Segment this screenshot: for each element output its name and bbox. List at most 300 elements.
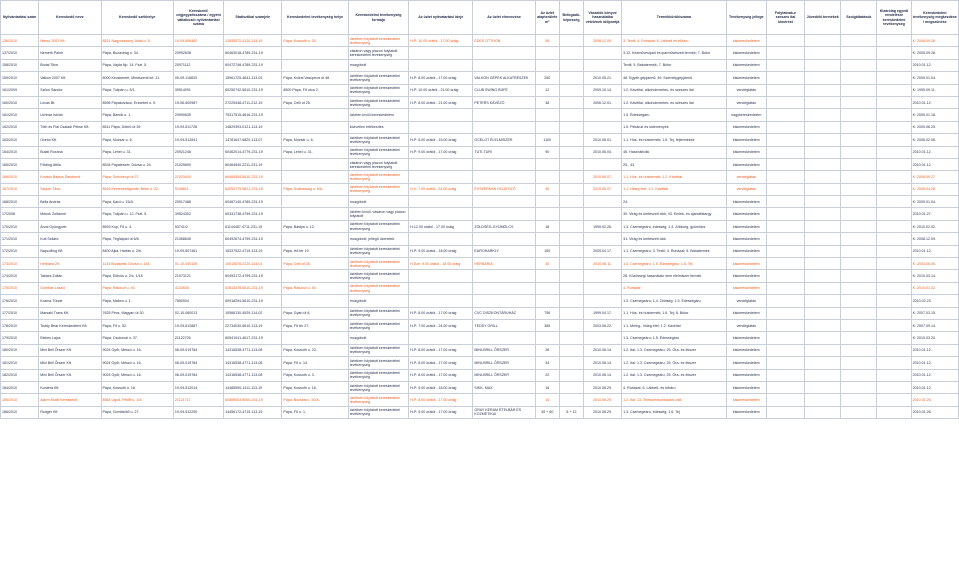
table-cell: üzletben folytatott kereskedelmi tevékenység xyxy=(348,258,408,270)
table-cell: Pápa, Kard u. 15/A. xyxy=(101,196,173,208)
table-cell: Pápa, Lehel u. 31. xyxy=(282,146,348,158)
table-row[interactable] xyxy=(1,35,959,47)
table-cell: K: 2008.12.09. xyxy=(911,233,958,245)
table-cell: OCELOT ÉLELMISZER xyxy=(473,134,535,146)
table-cell xyxy=(877,35,911,47)
table-cell: 28. Közösségi használatú nem élelmiszer termék xyxy=(622,270,727,282)
table-cell: 46. Használtcikk xyxy=(622,146,727,158)
table-cell xyxy=(559,319,583,331)
table-cell: 60493172-4799-231-19 xyxy=(224,270,282,282)
table-cell: Pápa, Szabadság u. 5/A. xyxy=(282,183,348,195)
table-cell: 21073121 xyxy=(173,270,223,282)
table-cell xyxy=(766,406,804,418)
table-cell xyxy=(473,59,535,71)
table-cell xyxy=(766,109,804,121)
table-cell xyxy=(877,270,911,282)
table-cell: K: 2006.04.28. xyxy=(911,183,958,195)
table-cell: 14456172-4719-113-19 xyxy=(224,406,282,418)
table-cell: 19-09-512290 xyxy=(173,406,223,418)
table-row[interactable] xyxy=(1,270,959,282)
table-cell: 1.2. Ital; 1.3. Csemegeáru; 25. Óra- és ékszer xyxy=(622,344,727,356)
table-cell xyxy=(583,121,621,133)
table-row[interactable] xyxy=(1,344,959,356)
table-cell xyxy=(766,171,804,183)
table-cell xyxy=(409,233,473,245)
table-cell xyxy=(877,245,911,257)
table-cell xyxy=(473,270,535,282)
table-cell: Teddy Bear Kereskedelmi Kft. xyxy=(39,319,101,331)
table-cell xyxy=(805,394,841,406)
table-row[interactable] xyxy=(1,233,959,245)
table-cell: Pápa, Mozsár u. 6. xyxy=(101,134,173,146)
table-cell: 60464540-2211-231-19 xyxy=(224,158,282,170)
table-cell: közvetlen értékesítés xyxy=(348,121,408,133)
table-cell xyxy=(766,369,804,381)
table-cell xyxy=(766,282,804,294)
table-cell xyxy=(473,233,535,245)
table-cell: Mini Brill Őrszer Kft. xyxy=(39,369,101,381)
table-cell: 05-09-116833 xyxy=(173,72,223,84)
table-row[interactable] xyxy=(1,394,959,406)
table-cell: K: 2008.09.26. xyxy=(911,35,958,47)
table-cell: kiskereskedelem xyxy=(726,233,766,245)
table-cell: 2010.06.29. xyxy=(583,394,621,406)
table-cell: Pápa, Tégláipari út 6/6. xyxy=(101,233,173,245)
table-cell: 12833072-4120-113-19 xyxy=(224,35,282,47)
table-cell: 30 xyxy=(535,258,559,270)
table-cell: 1.1. Csemegeáru; 3. Textil; 4. Ruházat; 5. Babatermék xyxy=(622,245,727,257)
table-body xyxy=(1,35,959,419)
column-header: Az üzlet elnevezése xyxy=(473,1,535,35)
table-row[interactable] xyxy=(1,121,959,133)
table-row[interactable] xyxy=(1,84,959,96)
table-cell: 1.2. Ital; 1.3. Csemegeáru; 25. Óra- és ékszer xyxy=(622,357,727,369)
table-cell: Pápa, Celli út 35. xyxy=(282,258,348,270)
table-row[interactable] xyxy=(1,47,959,59)
table-cell: 1.3. Csemegeáru, édesség; 1.4. Zöldség, gyümölcs xyxy=(622,220,727,232)
table-cell: H-V: 7.00 órától - 24.00 óráig xyxy=(409,183,473,195)
table-cell xyxy=(877,72,911,84)
table-cell: 2010.01.12. xyxy=(911,344,958,356)
table-cell: kiskereskedelem xyxy=(726,282,766,294)
table-cell: Mini Brill Őrszer Kft. xyxy=(39,344,101,356)
table-cell: K: 2005.01.18. xyxy=(911,109,958,121)
table-cell: 20971112 xyxy=(173,59,223,71)
table-cell xyxy=(766,72,804,84)
table-cell xyxy=(877,394,911,406)
table-cell: 8500 Pápa, Fő utca 2. xyxy=(282,84,348,96)
table-cell xyxy=(766,245,804,257)
table-row[interactable] xyxy=(1,369,959,381)
table-cell xyxy=(409,270,473,282)
table-cell: 19-09-511728 xyxy=(173,121,223,133)
table-cell: EUROHARKLY xyxy=(473,245,535,257)
column-header: Vásárlók könyve használatba vételének időpontja xyxy=(583,1,621,35)
table-cell: 15961725-4641-113-03 xyxy=(224,72,282,84)
table-cell: kiskereskedelem xyxy=(726,394,766,406)
table-cell: 9024 Győr, Mészó u. 16. xyxy=(101,344,173,356)
table-cell: mozgóbolt xyxy=(348,59,408,71)
table-cell xyxy=(805,245,841,257)
table-cell xyxy=(282,196,348,208)
table-cell xyxy=(805,208,841,220)
table-row[interactable] xyxy=(1,357,959,369)
table-cell: 9024 Győr, Mészó u. 16. xyxy=(101,369,173,381)
table-cell xyxy=(535,295,559,307)
table-row[interactable] xyxy=(1,245,959,257)
table-cell xyxy=(583,59,621,71)
table-cell xyxy=(877,406,911,418)
table-cell: K: 2007.09.14. xyxy=(911,319,958,331)
table-cell: H-Sze: 9.00 órától - 18.00 óráig xyxy=(409,258,473,270)
table-cell: 166/2010 xyxy=(1,171,39,183)
table-row[interactable] xyxy=(1,406,959,418)
table-cell: Pápa, Fő u. 52. xyxy=(101,319,173,331)
table-cell xyxy=(409,158,473,170)
table-cell: Szűcs Sándor xyxy=(39,84,101,96)
table-cell: MINI-BRILL ŐRSZER xyxy=(473,357,535,369)
table-row[interactable] xyxy=(1,171,959,183)
table-cell: üzletben folytatott kereskedelmi tevékenység xyxy=(348,270,408,282)
table-cell xyxy=(805,47,841,59)
column-header: Jövedéki termékek xyxy=(805,1,841,35)
table-cell xyxy=(535,196,559,208)
table-cell xyxy=(841,295,877,307)
table-cell: vendéglátás xyxy=(726,84,766,96)
table-row[interactable] xyxy=(1,134,959,146)
table-cell xyxy=(805,319,841,331)
table-cell: 53741/2 xyxy=(173,220,223,232)
table-row[interactable] xyxy=(1,282,959,294)
table-cell: 177/2010 xyxy=(1,307,39,319)
table-cell xyxy=(841,245,877,257)
table-cell: Pápa, Buzavirág u. 34. xyxy=(101,47,173,59)
table-cell xyxy=(409,171,473,183)
table-cell xyxy=(877,295,911,307)
table-cell: 2010.06.11. xyxy=(583,258,621,270)
column-header: Kereskedő székhelye xyxy=(101,1,173,35)
table-cell: 1.2. Ital; 13. Telekommunikációs cikk xyxy=(622,394,727,406)
table-cell xyxy=(805,270,841,282)
table-cell: 250 xyxy=(535,72,559,84)
table-cell: H-12.00 órától - 17.00 óráig xyxy=(409,220,473,232)
table-cell xyxy=(535,121,559,133)
table-cell: 8521 Nagyvázsony, Aldai u. 5. xyxy=(101,35,173,47)
table-cell: Textil; 5. Babatermék; 7. Bútor xyxy=(622,59,727,71)
table-cell xyxy=(841,208,877,220)
table-row[interactable] xyxy=(1,183,959,195)
table-cell: 164/2010 xyxy=(1,146,39,158)
table-cell: CVC DISZKONTÁRUHÁZ xyxy=(473,307,535,319)
table-cell: K: 2009.01.04. xyxy=(911,196,958,208)
table-cell xyxy=(841,270,877,282)
table-cell xyxy=(766,146,804,158)
table-cell: nagykereskedelem xyxy=(726,109,766,121)
table-row[interactable] xyxy=(1,332,959,344)
table-cell xyxy=(559,270,583,282)
table-cell xyxy=(559,84,583,96)
table-cell xyxy=(535,208,559,220)
table-cell: 2010.01.26. xyxy=(911,394,958,406)
table-cell xyxy=(473,121,535,133)
table-row[interactable] xyxy=(1,146,959,158)
table-cell: 3.12. Kézművesipari és iparművészeti termék; 7. Bútor xyxy=(622,47,727,59)
table-cell: 1.3. Csemegeáru; 1.4. Zöldség; 1.5. Édességáru xyxy=(622,295,727,307)
table-cell: Pápa, Hő tér 19 xyxy=(282,245,348,257)
table-cell xyxy=(409,121,473,133)
table-cell: kiskereskedelem xyxy=(726,307,766,319)
table-cell: Pápa, Kossuth u. 23. xyxy=(282,344,348,356)
table-cell: 14316538-4771-113-08 xyxy=(224,357,282,369)
table-cell: 150 xyxy=(535,245,559,257)
table-cell xyxy=(877,220,911,232)
table-cell xyxy=(409,295,473,307)
table-cell: 19-09-512841 xyxy=(173,134,223,146)
table-header-row xyxy=(1,1,959,35)
table-cell: 174/2010 xyxy=(1,270,39,282)
table-cell: 165/2010 xyxy=(1,158,39,170)
table-cell: Bella András xyxy=(39,196,101,208)
table-row[interactable] xyxy=(1,196,959,208)
table-row[interactable] xyxy=(1,208,959,220)
table-cell xyxy=(766,220,804,232)
table-cell: Pápa, Kossuth u. 16. xyxy=(101,381,173,393)
table-cell xyxy=(583,295,621,307)
table-cell xyxy=(473,109,535,121)
table-cell: 162/2010 xyxy=(1,121,39,133)
table-cell: 60250742-5610-231-19 xyxy=(224,84,282,96)
table-cell: 160/2010 xyxy=(1,96,39,108)
table-cell: kiskereskedelem xyxy=(726,72,766,84)
table-cell: 2010.06.07. xyxy=(583,171,621,183)
table-cell: 60559003-9000-231-19 xyxy=(224,394,282,406)
table-cell: 2010.01.12. xyxy=(911,357,958,369)
table-cell: 1.2. Kávéital, alkoholmentes- és szeszes ital xyxy=(622,96,727,108)
table-cell: üzletben folytatott kereskedelmi tevékenység xyxy=(348,282,408,294)
table-cell: 180/2010 xyxy=(1,344,39,356)
table-cell xyxy=(766,134,804,146)
table-cell: TUTI-TURI xyxy=(473,146,535,158)
table-cell: 20992638 xyxy=(173,47,223,59)
table-cell: Marsó 2002 Kft. xyxy=(39,35,101,47)
table-cell: 172/2010 xyxy=(1,245,39,257)
table-cell: Pápa, Rákóczi u. 40. xyxy=(101,282,173,294)
table-cell: 2010.06.29. xyxy=(583,381,621,393)
table-cell xyxy=(535,332,559,344)
table-cell: H-P: 10.00 órától - 17.00 óráig xyxy=(409,35,473,47)
table-cell xyxy=(766,59,804,71)
table-cell: 10566130-4929-114-02 xyxy=(224,307,282,319)
table-cell: 22734030-5610-113-19 xyxy=(224,319,282,331)
table-row[interactable] xyxy=(1,109,959,121)
table-cell xyxy=(583,208,621,220)
table-cell: Pápa, Vajda Np. 14. Fszt. 5. xyxy=(101,59,173,71)
table-cell: 19-06-500987 xyxy=(173,96,223,108)
column-header: Termékkörök/száma xyxy=(622,1,727,35)
table-cell: H-P: 8.00 órától - 21.00 óráig xyxy=(409,96,473,108)
table-row[interactable] xyxy=(1,96,959,108)
table-cell: 8400 Ajka, Hárfás u. 2/b. xyxy=(101,245,173,257)
table-cell xyxy=(841,158,877,170)
table-cell xyxy=(841,319,877,331)
table-cell xyxy=(877,357,911,369)
table-cell: 66484554-5610-231-19 xyxy=(224,171,282,183)
table-cell: 186/2010 xyxy=(1,406,39,418)
table-row[interactable] xyxy=(1,158,959,170)
table-cell xyxy=(805,332,841,344)
table-cell: Pápa, Mozsár u. 6. xyxy=(282,134,348,146)
table-row[interactable] xyxy=(1,295,959,307)
table-cell: üzletben folytatott kereskedelmi tevékenység xyxy=(348,319,408,331)
table-cell xyxy=(805,121,841,133)
table-cell xyxy=(409,208,473,220)
table-cell xyxy=(805,258,841,270)
table-cell: H-P: 9.00 órától - 18.00 óráig xyxy=(409,245,473,257)
table-cell xyxy=(473,158,535,170)
table-cell: Németh Pálné xyxy=(39,47,101,59)
table-cell: Árvai Gyöngyvér xyxy=(39,220,101,232)
table-cell: CLUB SWING BÜFÉ xyxy=(473,84,535,96)
table-cell: üzletben folytatott kereskedelmi tevékenység xyxy=(348,96,408,108)
table-cell: 2010.06.14. xyxy=(583,357,621,369)
table-cell xyxy=(559,282,583,294)
table-cell xyxy=(766,332,804,344)
table-cell: 176/2010 xyxy=(1,295,39,307)
table-row[interactable] xyxy=(1,72,959,84)
table-cell: 8 + 12 xyxy=(559,406,583,418)
table-cell xyxy=(473,282,535,294)
table-cell xyxy=(766,35,804,47)
table-cell xyxy=(559,357,583,369)
table-cell: Pápa, Kossuth u. 30. xyxy=(282,35,348,47)
table-cell xyxy=(841,406,877,418)
table-cell: 8516 Kemenesőgomár, Béke u. 32. xyxy=(101,183,173,195)
table-cell: vendéglátás xyxy=(726,96,766,108)
table-cell: 90 xyxy=(535,146,559,158)
table-cell: Rodgér Kft. xyxy=(39,406,101,418)
table-cell: ÉDES OTTHON xyxy=(473,35,535,47)
table-cell: 08-09-019784 xyxy=(173,357,223,369)
table-cell: K: 2009.06.25. xyxy=(911,121,958,133)
table-cell xyxy=(841,394,877,406)
table-cell xyxy=(877,319,911,331)
table-cell: 1.1. Hús- és hústermék; 1.2. Kávéital xyxy=(622,171,727,183)
table-cell: Pápa, Kossuth u. 3. xyxy=(282,369,348,381)
table-cell xyxy=(559,59,583,71)
table-cell: üzletben folytatott kereskedelmi tevékenység xyxy=(348,394,408,406)
table-cell: K: 2010.01.02. xyxy=(911,282,958,294)
table-cell xyxy=(473,295,535,307)
table-cell: üzletben folytatott kereskedelmi tevékenység xyxy=(348,245,408,257)
table-cell xyxy=(877,47,911,59)
table-row[interactable] xyxy=(1,59,959,71)
table-cell: H-P: 8.00 órától - 17.00 óráig xyxy=(409,394,473,406)
table-row[interactable] xyxy=(1,381,959,393)
table-cell: Lovas Bt. xyxy=(39,96,101,108)
table-cell: 18 xyxy=(535,220,559,232)
table-cell: 136/2010 xyxy=(1,35,39,47)
table-cell: 2010.06.07. xyxy=(583,183,621,195)
table-cell xyxy=(877,258,911,270)
table-cell xyxy=(559,295,583,307)
table-cell: 8593 Kup, Fő u. 4. xyxy=(101,220,173,232)
table-cell: kiskereskedelem xyxy=(726,258,766,270)
table-cell: H-P: 9.00 órától - 17.00 óráig xyxy=(409,406,473,418)
table-cell xyxy=(766,158,804,170)
table-cell: 15 xyxy=(535,394,559,406)
table-row[interactable] xyxy=(1,258,959,270)
table-cell xyxy=(805,220,841,232)
table-cell xyxy=(559,258,583,270)
table-cell xyxy=(535,109,559,121)
table-cell: kiskereskedelem xyxy=(726,245,766,257)
table-cell: 137/2010 xyxy=(1,47,39,59)
table-cell: 171/2010 xyxy=(1,233,39,245)
table-cell xyxy=(473,394,535,406)
table-row[interactable] xyxy=(1,319,959,331)
table-row[interactable] xyxy=(1,220,959,232)
table-cell xyxy=(473,208,535,220)
table-cell xyxy=(841,258,877,270)
table-cell xyxy=(583,109,621,121)
table-cell: 9108811 xyxy=(173,183,223,195)
table-cell: üzletben folytatott kereskedelmi tevékenység xyxy=(348,357,408,369)
table-cell xyxy=(766,208,804,220)
table-cell: K: 1995.09.11. xyxy=(911,84,958,96)
table-cell: 21121717 xyxy=(173,394,223,406)
table-cell: 756 xyxy=(535,307,559,319)
table-cell: 4. Ruházat; 6. Lábbeli- és bőráru xyxy=(622,381,727,393)
table-cell xyxy=(766,357,804,369)
table-cell xyxy=(766,295,804,307)
table-cell: MINI-BRILL ŐRSZER xyxy=(473,369,535,381)
table-cell: Pápa, Fő u. 1. xyxy=(282,406,348,418)
table-cell: 168/2010 xyxy=(1,196,39,208)
table-cell: üzletben folytatott kereskedelmi tevékenység xyxy=(348,307,408,319)
table-cell: 385 xyxy=(535,319,559,331)
table-cell: H-P: 8.00 órától - 17.00 óráig xyxy=(409,72,473,84)
table-cell: 2010.01.12. xyxy=(911,158,958,170)
table-cell: 2006.12.01. xyxy=(583,96,621,108)
table-cell: 161/2010 xyxy=(1,109,39,121)
table-cell: 2003.06.22. xyxy=(583,319,621,331)
table-cell: 48. Egyéb gépjármű; 49. Személygépjármű xyxy=(622,72,727,84)
column-header: Statisztikai számjele xyxy=(224,1,282,35)
column-header: Kereskedelmi tevékenység megkezdése / megszűnése xyxy=(911,1,958,35)
table-cell xyxy=(877,381,911,393)
table-cell: 02-10-060013 xyxy=(173,307,223,319)
table-cell: Marsaki Trans Kft. xyxy=(39,307,101,319)
table-cell: ÉVSZERKAN FALATOZÓ xyxy=(473,183,535,195)
table-cell: vendéglátás xyxy=(726,295,766,307)
table-cell xyxy=(559,196,583,208)
table-cell xyxy=(282,270,348,282)
table-cell: 60918294-5610-231-19 xyxy=(224,295,282,307)
table-cell xyxy=(559,307,583,319)
table-cell: Pápa, Tulipán u. 5/1. xyxy=(101,84,173,96)
table-cell xyxy=(559,72,583,84)
table-cell: 40 xyxy=(535,183,559,195)
table-cell: 60467140-4789-231-19 xyxy=(224,196,282,208)
table-cell xyxy=(559,245,583,257)
column-header: Kereskedelmi tevékenység helye xyxy=(282,1,348,35)
table-cell xyxy=(766,270,804,282)
table-cell: 2010.06.01. xyxy=(583,134,621,146)
table-row[interactable] xyxy=(1,307,959,319)
table-cell xyxy=(409,59,473,71)
table-cell: Kuti Szilárd xyxy=(39,233,101,245)
table-cell: MINI-BRILL ŐRSZER xyxy=(473,344,535,356)
